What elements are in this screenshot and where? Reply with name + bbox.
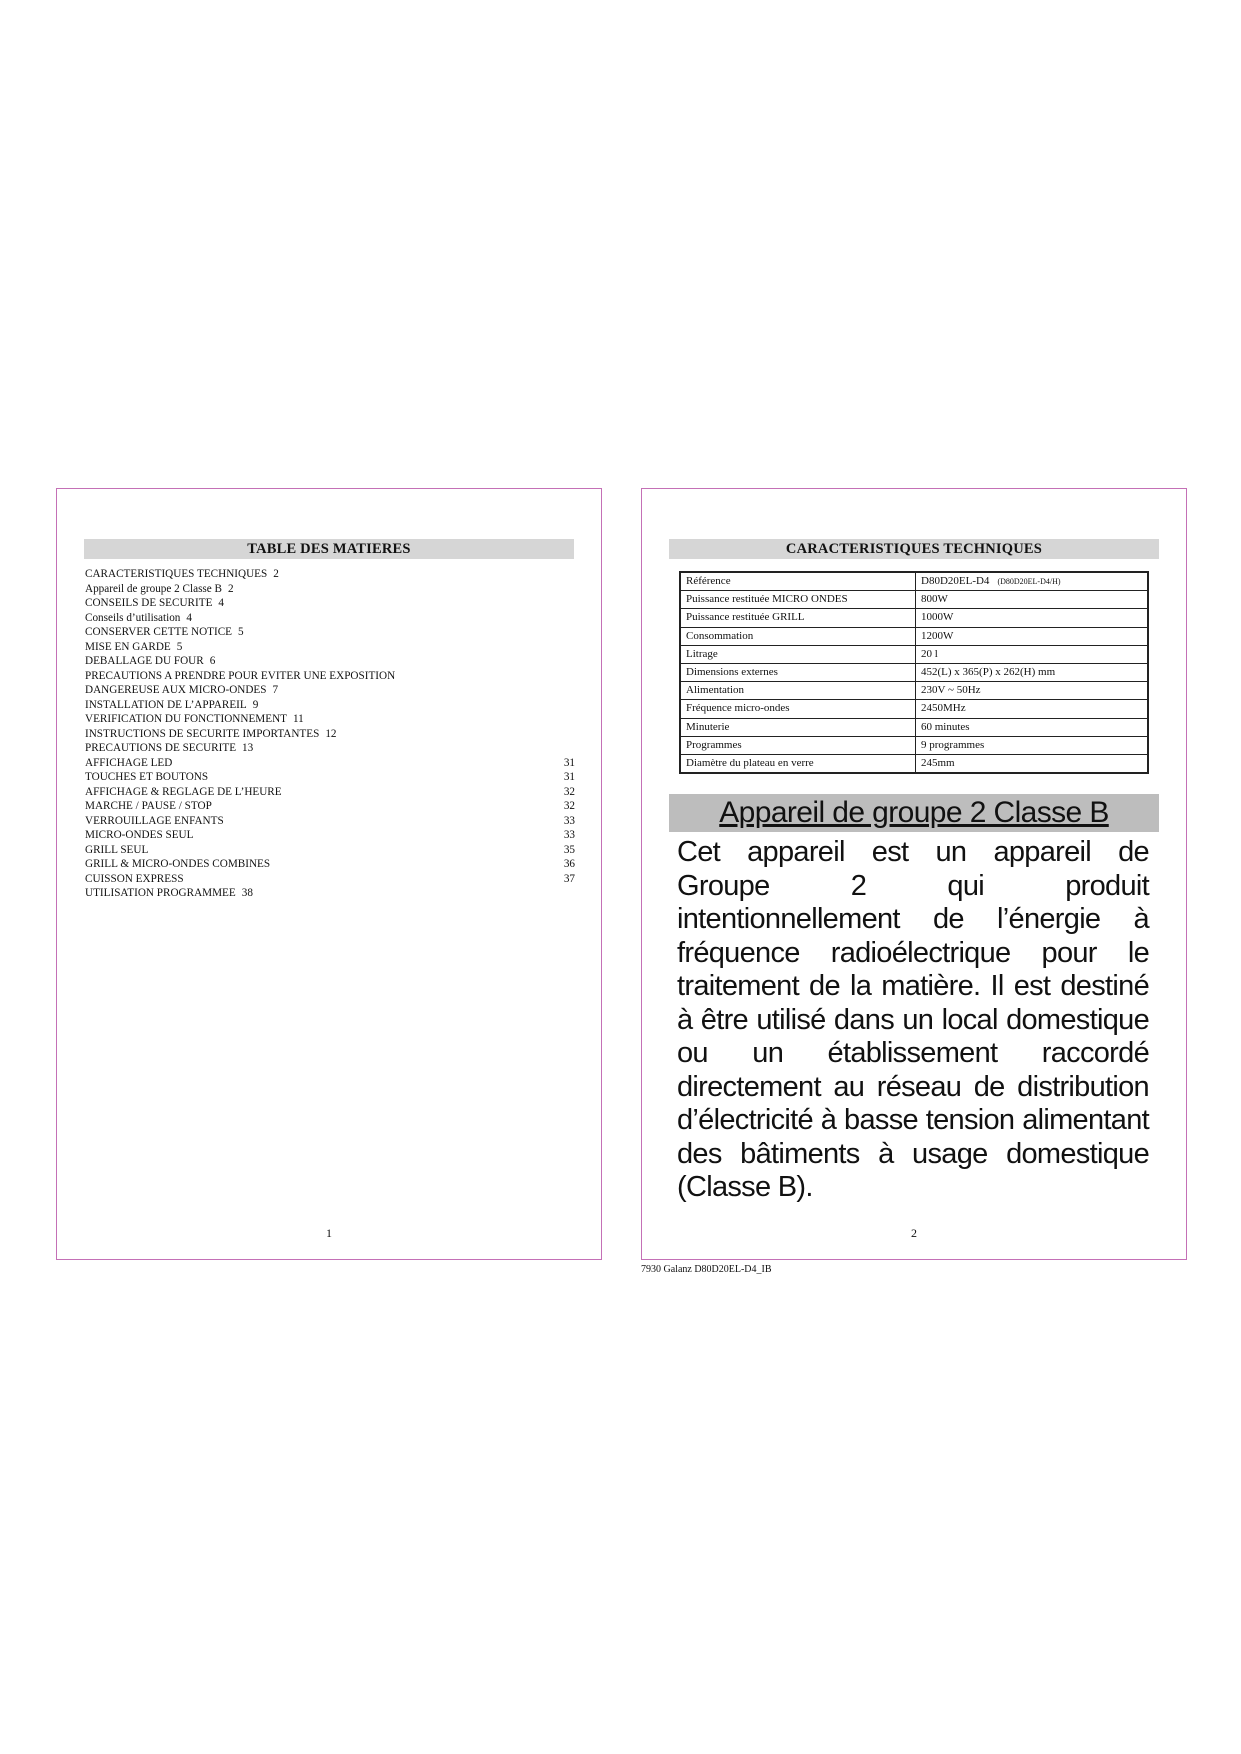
spec-row	[680, 645, 1148, 663]
page-left	[56, 488, 602, 1260]
toc-entry-label: DANGEREUSE AUX MICRO-ONDES	[85, 684, 267, 696]
spec-value-cell	[916, 700, 1149, 718]
toc-entry-label: PRECAUTIONS A PRENDRE POUR EVITER UNE EXPOSITION	[85, 669, 396, 682]
spec-value-cell	[916, 663, 1149, 681]
toc-entry-label: INSTALLATION DE L’APPAREIL	[85, 698, 247, 711]
spec-value: 2450MHz	[921, 702, 966, 715]
toc-entry-label: MARCHE / PAUSE / STOP	[85, 800, 212, 812]
toc-entry	[85, 582, 575, 597]
spec-label: Programmes	[680, 736, 916, 754]
toc-entry-page: 33	[563, 814, 575, 827]
group-class-text: Cet appareil est un appareil de Groupe 2 qui produit intentionnellement de l’énergie à fréquence radioélectrique pour le traitement de la matière. Il est destiné à être utilisé dans un local domestique ou un établissement raccordé directement au réseau de distribution d’électricité à basse tension alimentant des bâtiments à usage domestique (Classe B).	[677, 836, 1149, 1203]
toc-entry-page: 31	[563, 771, 575, 783]
toc-entry-label: GRILL & MICRO-ONDES COMBINES	[85, 858, 271, 870]
toc-entry-page: 32	[563, 785, 575, 798]
spec-row	[680, 663, 1148, 681]
toc-entry	[85, 611, 575, 626]
toc-entry-page: 2	[273, 568, 279, 580]
spec-row	[680, 627, 1148, 645]
spec-value-cell	[916, 572, 1149, 591]
toc-entry	[85, 698, 575, 713]
spec-value-cell	[916, 645, 1149, 663]
spec-value: 9 programmes	[921, 738, 985, 751]
toc-entry	[85, 625, 575, 640]
toc-entry	[85, 828, 575, 843]
toc-entry-page: 2	[228, 582, 234, 595]
spec-value-cell	[916, 609, 1149, 627]
toc-entry	[85, 799, 575, 814]
spec-value: D80D20EL-D4	[921, 575, 990, 588]
toc-entry-label: MISE EN GARDE	[85, 640, 171, 653]
toc-entry-label: MICRO-ONDES SEUL	[85, 829, 194, 841]
toc-entry-page: 32	[563, 800, 575, 812]
spec-value-cell	[916, 627, 1149, 645]
toc-entry	[85, 669, 575, 684]
toc-entry-label: CONSEILS DE SECURITE	[85, 597, 213, 609]
toc-entry	[85, 567, 575, 582]
toc-entry-page: 33	[563, 829, 575, 841]
toc-entry	[85, 741, 575, 756]
spec-row	[680, 682, 1148, 700]
spec-label: Diamètre du plateau en verre	[680, 754, 916, 773]
toc-entry-label: VERROUILLAGE ENFANTS	[85, 814, 224, 827]
toc-entry-page: 38	[241, 887, 253, 899]
spec-label: Fréquence micro-ondes	[680, 700, 916, 718]
spec-value-cell	[916, 736, 1149, 754]
toc-entry	[85, 872, 575, 887]
toc-entry	[85, 756, 575, 771]
toc-entry	[85, 770, 575, 785]
toc-entry-label: UTILISATION PROGRAMMEE	[85, 887, 236, 899]
toc-entry-page: 36	[563, 858, 575, 870]
toc-entry	[85, 654, 575, 669]
spec-value-cell	[916, 682, 1149, 700]
spec-row	[680, 572, 1148, 591]
spec-label: Dimensions externes	[680, 663, 916, 681]
spec-row	[680, 718, 1148, 736]
spec-value-cell	[916, 754, 1149, 773]
table-of-contents	[85, 567, 575, 901]
toc-entry	[85, 596, 575, 611]
spec-row	[680, 754, 1148, 773]
toc-entry	[85, 727, 575, 742]
spec-label: Puissance restituée GRILL	[680, 609, 916, 627]
toc-entry-label: CONSERVER CETTE NOTICE	[85, 626, 233, 638]
toc-entry-page: 7	[272, 684, 279, 696]
spec-label: Puissance restituée MICRO ONDES	[680, 591, 916, 609]
toc-entry-label: AFFICHAGE & REGLAGE DE L’HEURE	[85, 785, 282, 798]
toc-entry-label: Appareil de groupe 2 Classe B	[85, 582, 223, 595]
toc-entry	[85, 712, 575, 727]
spec-value: 452(L) x 365(P) x 262(H) mm	[921, 666, 1056, 679]
toc-entry	[85, 640, 575, 655]
toc-entry-label: CUISSON EXPRESS	[85, 872, 184, 885]
document-reference: 7930 Galanz D80D20EL-D4_IB	[641, 1264, 772, 1275]
spec-value: 1200W	[921, 629, 954, 642]
specs-title: CARACTERISTIQUES TECHNIQUES	[669, 539, 1159, 559]
toc-entry	[85, 814, 575, 829]
toc-entry-page: 4	[218, 597, 225, 609]
spec-row	[680, 700, 1148, 718]
spec-row	[680, 736, 1148, 754]
toc-entry-page: 5	[238, 626, 244, 638]
toc-entry	[85, 785, 575, 800]
toc-entry-page: 5	[176, 640, 183, 653]
spec-value-cell	[916, 591, 1149, 609]
spec-row	[680, 609, 1148, 627]
toc-entry-page: 13	[242, 742, 254, 754]
page-right	[641, 488, 1187, 1260]
toc-entry-label: VERIFICATION DU FONCTIONNEMENT	[85, 713, 287, 725]
toc-entry-label: DEBALLAGE DU FOUR	[85, 655, 204, 667]
toc-entry-label: PRECAUTIONS DE SECURITE	[85, 742, 237, 754]
toc-entry	[85, 843, 575, 858]
toc-entry-page: 31	[563, 756, 575, 769]
toc-entry-label: GRILL SEUL	[85, 843, 149, 856]
spec-value-cell	[916, 718, 1149, 736]
group-class-title: Appareil de groupe 2 Classe B	[669, 794, 1159, 832]
toc-entry-page: 37	[563, 872, 575, 885]
toc-entry-label: CARACTERISTIQUES TECHNIQUES	[85, 568, 268, 580]
spec-value: 1000W	[921, 611, 954, 624]
spec-row	[680, 591, 1148, 609]
toc-entry	[85, 886, 575, 901]
spec-value: 60 minutes	[921, 720, 970, 733]
page-number-left: 1	[326, 1226, 332, 1240]
toc-entry-label: TOUCHES ET BOUTONS	[85, 771, 209, 783]
toc-entry-label: Conseils d’utilisation	[85, 611, 181, 624]
toc-entry	[85, 857, 575, 872]
toc-entry-page: 12	[325, 727, 337, 740]
spec-value: 230V ~ 50Hz	[921, 684, 981, 697]
toc-entry-label: INSTRUCTIONS DE SECURITE IMPORTANTES	[85, 727, 320, 740]
toc-title: TABLE DES MATIERES	[84, 539, 574, 559]
spec-value: 20 l	[921, 647, 938, 660]
spec-label: Référence	[680, 572, 916, 591]
toc-entry	[85, 683, 575, 698]
spec-label: Minuterie	[680, 718, 916, 736]
toc-entry-label: AFFICHAGE LED	[85, 756, 173, 769]
toc-entry-page: 11	[293, 713, 304, 725]
spec-label: Alimentation	[680, 682, 916, 700]
spec-value: 800W	[921, 593, 948, 606]
toc-entry-page: 35	[563, 843, 575, 856]
toc-entry-page: 6	[209, 655, 216, 667]
specs-table	[679, 571, 1149, 774]
spec-label: Consommation	[680, 627, 916, 645]
spec-note: (D80D20EL-D4/H)	[997, 577, 1061, 587]
toc-entry-page: 9	[252, 698, 259, 711]
spec-value: 245mm	[921, 756, 955, 769]
spec-label: Litrage	[680, 645, 916, 663]
toc-entry-page: 4	[186, 611, 192, 624]
page-number-right: 2	[911, 1226, 917, 1240]
